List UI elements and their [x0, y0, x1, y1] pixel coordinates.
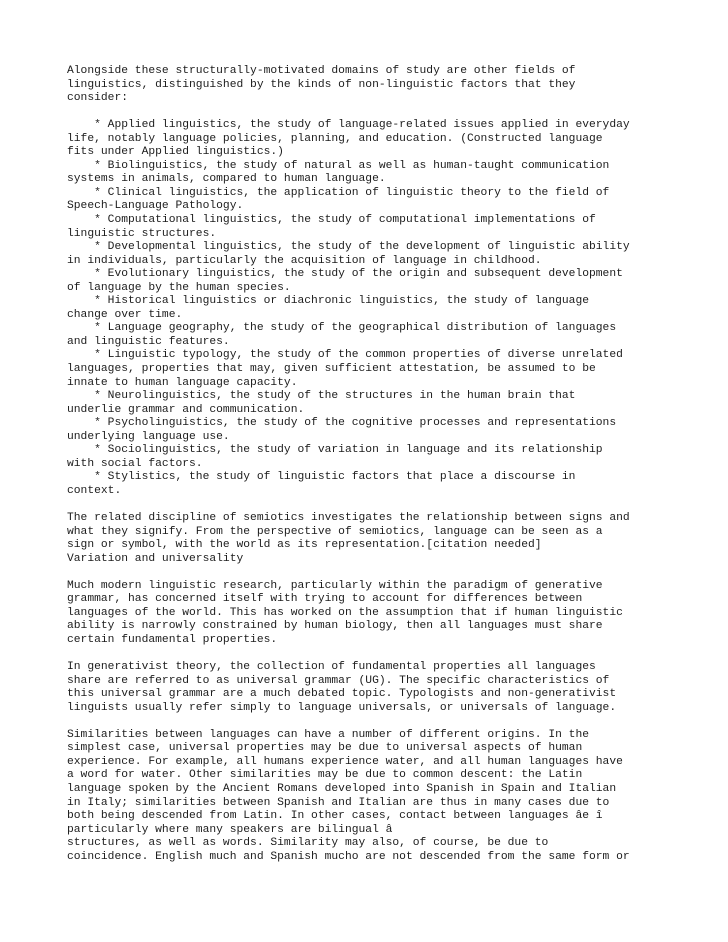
text-line: * Biolinguistics, the study of natural as well as human-taught communication: [67, 159, 610, 172]
text-line: coincidence. English much and Spanish mucho are not descended from the same form or: [67, 850, 630, 863]
text-line: fits under Applied linguistics.): [67, 146, 284, 159]
text-line: * Sociolinguistics, the study of variation in language and its relationship: [67, 444, 603, 457]
text-line: a word for water. Other similarities may be due to common descent: the Latin: [67, 769, 583, 782]
text-line: [67, 566, 667, 580]
text-line: certain fundamental properties.: [67, 633, 278, 646]
text-line: languages, properties that may, given sufficient attestation, be assumed to be: [67, 363, 596, 376]
document-body-text: [67, 65, 667, 864]
text-line: underlie grammar and communication.: [67, 403, 305, 416]
text-line: underlying language use.: [67, 430, 230, 443]
text-line: * Applied linguistics, the study of language-related issues applied in everyday: [67, 119, 630, 132]
text-line: share are referred to as universal grammar (UG). The specific characteristics of: [67, 674, 610, 687]
text-line: grammar, has concerned itself with trying to account for differences between: [67, 593, 583, 606]
text-line: * Historical linguistics or diachronic linguistics, the study of language: [67, 295, 590, 308]
text-line: linguistics, distinguished by the kinds of non-linguistic factors that they: [67, 78, 576, 91]
text-line: change over time.: [67, 308, 183, 321]
text-line: * Clinical linguistics, the application of linguistic theory to the field of: [67, 186, 610, 199]
text-line: * Neurolinguistics, the study of the structures in the human brain that: [67, 390, 576, 403]
text-line: * Computational linguistics, the study of computational implementations of: [67, 214, 596, 227]
text-line: Alongside these structurally-motivated domains of study are other fields of: [67, 65, 576, 77]
text-line: Much modern linguistic research, particularly within the paradigm of generative: [67, 579, 603, 592]
text-line: experience. For example, all humans experience water, and all human languages have: [67, 755, 623, 768]
text-line: of language by the human species.: [67, 281, 291, 294]
text-line: Similarities between languages can have a number of different origins. In the: [67, 728, 590, 741]
text-line: with social factors.: [67, 457, 203, 470]
text-line: simplest case, universal properties may be due to universal aspects of human: [67, 742, 583, 755]
text-line: in Italy; similarities between Spanish and Italian are thus in many cases due to: [67, 796, 610, 809]
text-line: linguistic structures.: [67, 227, 217, 240]
text-line: consider:: [67, 92, 129, 105]
text-line: and linguistic features.: [67, 335, 230, 348]
text-line: [67, 499, 667, 513]
text-line: * Developmental linguistics, the study of the development of linguistic ability: [67, 241, 630, 254]
text-line: Speech-Language Pathology.: [67, 200, 244, 213]
text-line: both being descended from Latin. In other cases, contact between languages âe î: [67, 810, 603, 823]
text-line: * Linguistic typology, the study of the common properties of diverse unrelated: [67, 349, 623, 362]
text-line: context.: [67, 484, 122, 497]
text-line: life, notably language policies, planning, and education. (Constructed language: [67, 132, 603, 145]
text-line: [67, 715, 667, 729]
text-line: In generativist theory, the collection of fundamental properties all languages: [67, 661, 596, 674]
text-line: sign or symbol, with the world as its representation.[citation needed]: [67, 539, 542, 552]
text-line: linguists usually refer simply to language universals, or universals of language.: [67, 701, 617, 714]
text-line: ability is narrowly constrained by human biology, then all languages must share: [67, 620, 603, 633]
text-line: Variation and universality: [67, 552, 244, 565]
text-line: * Psycholinguistics, the study of the cognitive processes and representations: [67, 417, 617, 430]
text-line: The related discipline of semiotics investigates the relationship between signs and: [67, 512, 630, 525]
text-line: * Evolutionary linguistics, the study of the origin and subsequent development: [67, 268, 623, 281]
text-line: * Stylistics, the study of linguistic factors that place a discourse in: [67, 471, 576, 484]
text-line: this universal grammar are a much debated topic. Typologists and non-generativist: [67, 688, 617, 701]
text-line: innate to human language capacity.: [67, 376, 298, 389]
text-line: [67, 648, 667, 662]
text-line: language spoken by the Ancient Romans developed into Spanish in Spain and Italian: [67, 782, 617, 795]
text-line: [67, 106, 667, 120]
text-line: particularly where many speakers are bilingual â: [67, 823, 393, 836]
text-line: structures, as well as words. Similarity may also, of course, be due to: [67, 837, 549, 850]
text-line: * Language geography, the study of the geographical distribution of languages: [67, 322, 617, 335]
text-line: languages of the world. This has worked on the assumption that if human linguistic: [67, 606, 623, 619]
text-line: what they signify. From the perspective of semiotics, language can be seen as a: [67, 525, 603, 538]
text-line: systems in animals, compared to human language.: [67, 173, 386, 186]
text-line: in individuals, particularly the acquisition of language in childhood.: [67, 254, 542, 267]
